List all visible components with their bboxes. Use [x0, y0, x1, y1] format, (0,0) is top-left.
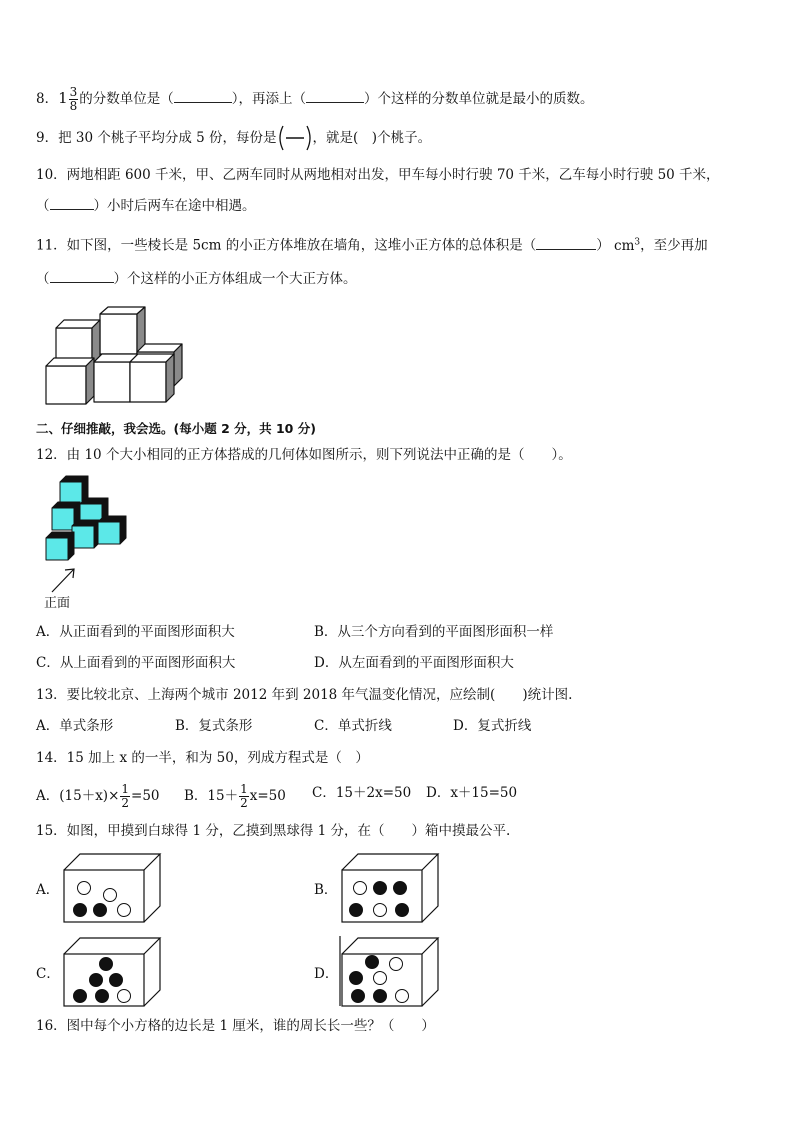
white-ball	[118, 990, 131, 1003]
white-ball	[396, 990, 409, 1003]
question-15-stem: 15．如图，甲摸到白球得 1 分，乙摸到黑球得 1 分，在（ ）箱中摸最公平.	[36, 823, 511, 839]
q13-option-d[interactable]: D．复式折线	[453, 718, 532, 734]
q11-unit-text: cm	[614, 237, 635, 254]
question-10-line-2	[36, 196, 256, 216]
q8-blank-1[interactable]	[174, 91, 232, 103]
question-12-stem: 12．由 10 个大小相同的正方体搭成的几何体如图所示，则下列说法中正确的是（ ）。	[36, 447, 572, 463]
question-16-stem: 16．图中每个小方格的边长是 1 厘米，谁的周长长一些？（ ）	[36, 1018, 435, 1034]
q8-text-a: 的分数单位是（	[79, 91, 174, 107]
q10-text-b: ）小时后两车在途中相遇。	[93, 198, 256, 214]
front-arrow	[52, 569, 74, 592]
q8-text-b: ），再添上（	[231, 91, 307, 107]
question-9	[36, 128, 431, 149]
q12-option-c[interactable]: C．从上面看到的平面图形面积大	[36, 655, 236, 671]
q8-number: 8．	[36, 91, 59, 107]
q12-option-d[interactable]: D．从左面看到的平面图形面积大	[314, 655, 514, 671]
q8-frac-den: 8	[69, 99, 78, 113]
q11-paren-open: （	[36, 271, 50, 287]
q11-cube-stack-figure	[42, 306, 192, 406]
q8-fraction	[69, 86, 79, 113]
cube-side	[86, 358, 94, 404]
q14-b-half	[239, 783, 249, 810]
black-ball	[352, 990, 365, 1003]
question-10-line-1: 10．两地相距 600 千米，甲、乙两车同时从两地相对出发，甲车每小时行驶 70 千米，乙车每小时行驶 50 千米，	[36, 167, 720, 183]
white-ball	[104, 889, 117, 902]
black-ball	[74, 904, 87, 917]
q14-option-c[interactable]: C．15＋2x=50	[312, 785, 412, 801]
question-11-line-2	[36, 269, 357, 289]
q15-box-c[interactable]	[62, 936, 162, 1008]
q14-option-b[interactable]	[184, 783, 286, 810]
white-ball	[374, 904, 387, 917]
question-13-stem: 13．要比较北京、上海两个城市 2012 年到 2018 年气温变化情况，应绘制( )统计图.	[36, 687, 573, 703]
q11-text-d: ）个这样的小正方体组成一个大正方体。	[113, 271, 357, 287]
q11-unit-sup: 3	[634, 237, 641, 247]
black-ball	[374, 882, 387, 895]
black-ball	[110, 974, 123, 987]
q9-text-b: ，就是( )个桃子。	[312, 130, 432, 146]
black-ball	[74, 990, 87, 1003]
white-ball	[390, 958, 403, 971]
q14-b-text-1: B．15＋	[184, 788, 239, 804]
q15-box-a[interactable]	[62, 852, 162, 924]
white-ball	[374, 972, 387, 985]
q15-label-c[interactable]: C．	[36, 966, 60, 982]
q14-a-text-2: =50	[131, 788, 160, 804]
black-ball	[350, 972, 363, 985]
black-ball	[394, 882, 407, 895]
q11-blank-1[interactable]	[536, 238, 596, 250]
question-14-stem: 14．15 加上 x 的一半，和为 50，列成方程式是（ ）	[36, 750, 369, 766]
q9-fraction-blank-shape	[277, 125, 313, 151]
q15-box-b[interactable]	[340, 852, 440, 924]
cube-front	[60, 482, 82, 504]
cube-front	[52, 508, 74, 530]
q11-text-c: ，至少再加	[640, 237, 708, 254]
black-ball	[96, 990, 109, 1003]
cube	[130, 362, 166, 402]
q15-label-d[interactable]: D．	[314, 966, 339, 982]
q13-option-c[interactable]: C．单式折线	[314, 718, 392, 734]
q14-option-d[interactable]: D．x＋15=50	[426, 785, 518, 801]
section-2-heading: 二、仔细推敲，我会选。(每小题 2 分，共 10 分)	[36, 421, 316, 436]
q14-b-half-den: 2	[240, 796, 248, 810]
black-ball	[374, 990, 387, 1003]
cube-side	[174, 344, 182, 386]
black-ball	[366, 956, 379, 969]
q12-cube-figure	[44, 474, 144, 574]
q15-label-a[interactable]: A．	[36, 882, 60, 898]
q10-paren-open: （	[36, 198, 50, 214]
cube-front	[46, 538, 68, 560]
cube-side	[166, 354, 174, 402]
q13-option-a[interactable]: A．单式条形	[36, 718, 114, 734]
q11-text-b: ）	[596, 237, 610, 254]
cube	[46, 366, 86, 404]
q14-a-text-1: A．(15＋x)×	[36, 788, 120, 804]
cube	[100, 314, 137, 354]
white-ball	[118, 904, 131, 917]
q14-a-half-num: 1	[121, 782, 130, 796]
q15-label-b[interactable]: B．	[314, 882, 338, 898]
q11-unit	[614, 238, 640, 254]
black-ball	[94, 904, 107, 917]
cube	[94, 362, 130, 402]
q8-blank-2[interactable]	[306, 91, 364, 103]
q12-option-a[interactable]: A．从正面看到的平面图形面积大	[36, 624, 235, 640]
q12-front-label: 正面	[44, 596, 71, 611]
q11-text-a: 11．如下图，一些棱长是 5cm 的小正方体堆放在墙角，这堆小正方体的总体积是（	[36, 237, 537, 254]
q13-option-b[interactable]: B．复式条形	[175, 718, 253, 734]
black-ball	[396, 904, 409, 917]
white-ball	[354, 882, 367, 895]
q14-b-half-num: 1	[240, 782, 248, 796]
q15-box-d[interactable]	[340, 936, 440, 1008]
q8-whole: 1	[58, 89, 68, 107]
cube-front	[98, 522, 120, 544]
q14-b-text-2: x=50	[249, 788, 286, 804]
white-ball	[78, 882, 91, 895]
q9-text-a: 9．把 30 个桃子平均分成 5 份，每份是	[36, 130, 277, 146]
q10-blank[interactable]	[50, 198, 94, 210]
black-ball	[100, 958, 113, 971]
question-8	[36, 86, 594, 113]
q9-paren-fraction[interactable]	[277, 129, 313, 149]
q8-frac-num: 3	[69, 85, 78, 99]
q12-option-b[interactable]: B．从三个方向看到的平面图形面积一样	[314, 624, 554, 640]
q8-text-c: ）个这样的分数单位就是最小的质数。	[364, 91, 594, 107]
q11-blank-2[interactable]	[50, 271, 114, 283]
q14-a-half	[120, 783, 130, 810]
q14-a-half-den: 2	[121, 796, 130, 810]
black-ball	[90, 974, 103, 987]
question-11-line-1	[36, 232, 708, 256]
black-ball	[350, 904, 363, 917]
cube-front	[72, 526, 94, 548]
q14-option-a[interactable]	[36, 783, 160, 810]
